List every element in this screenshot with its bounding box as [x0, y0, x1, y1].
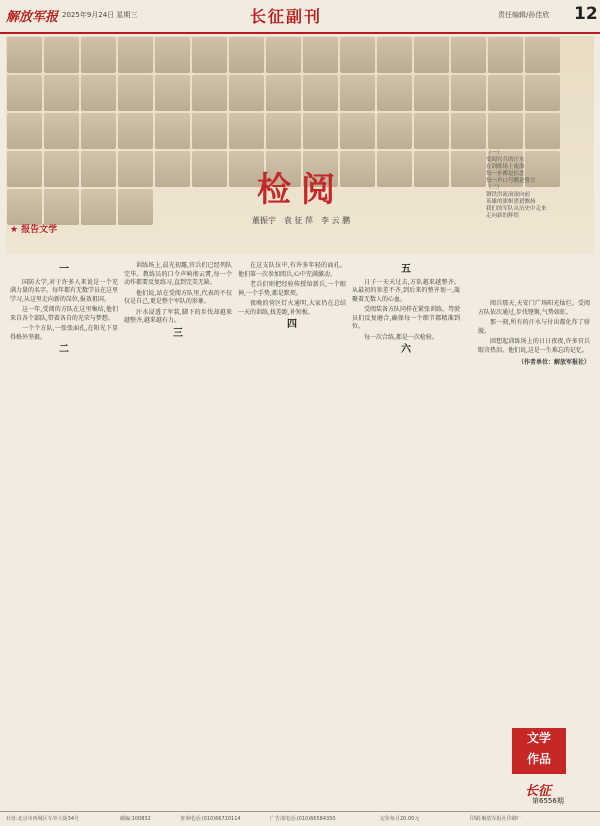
- page-number: 12: [574, 4, 598, 24]
- column-2: [124, 262, 232, 342]
- poem-line: 每一声口号都是誓言: [486, 178, 536, 184]
- soldier-figure: [303, 75, 338, 111]
- soldier-figure: [7, 151, 42, 187]
- soldier-figure: [192, 37, 227, 73]
- footer-phone: 查询电话:(010)66720114: [180, 816, 241, 822]
- soldier-figure: [81, 37, 116, 73]
- section-number: 三: [173, 327, 183, 339]
- soldier-figure: [266, 75, 301, 111]
- soldier-figure: [451, 113, 486, 149]
- paragraph: 那一刻,所有的汗水与付出都化作了骄傲。: [478, 319, 590, 335]
- paragraph: 在这支队伍中,有许多年轻的面孔。他们第一次参加阅兵,心中充满激动。: [238, 262, 346, 278]
- soldier-figure: [488, 113, 523, 149]
- soldier-figure: [414, 151, 449, 187]
- poem-line: 在训练场上流淌: [486, 164, 525, 170]
- section-title: 长征副刊: [250, 7, 323, 26]
- footer-address: 社址:北京市西城区车外大街34号: [6, 816, 80, 822]
- soldier-figure: [229, 113, 264, 149]
- feature-title: 检阅: [257, 170, 345, 210]
- poem-block: [486, 150, 586, 220]
- page-footer: [0, 811, 600, 826]
- report-label: ★ 报告文学: [10, 225, 58, 235]
- poem-line: 每一步都是信念: [486, 171, 525, 177]
- paragraph: 训练场上,晨光初露,官兵们已经列队完毕。教练员的口令声响彻云霄,每一个动作都要反复练习,直到完美无缺。: [124, 262, 232, 286]
- paragraph: 回想起训练场上的日日夜夜,许多官兵眼含热泪。他们说,这是一生难忘的记忆。: [478, 338, 590, 354]
- poem-line: （一）: [486, 150, 503, 156]
- page-header: [0, 0, 600, 34]
- paragraph: 这一年,受阅的方队在这里集结,他们来自各个部队,带着各自的光荣与梦想。: [10, 306, 118, 322]
- poem-line: 英雄的旗帜猎猎飘扬: [486, 199, 536, 205]
- poem-line: 钢铁洪流滚滚向前: [486, 192, 531, 198]
- soldier-figure: [266, 37, 301, 73]
- soldier-figure: [340, 113, 375, 149]
- soldier-figure: [44, 113, 79, 149]
- footer-price: 定价每月20.00元: [380, 816, 420, 822]
- column-3: [238, 262, 346, 334]
- editor-credit: 责任编辑/孙佳欣: [498, 11, 550, 19]
- soldier-figure: [377, 37, 412, 73]
- soldier-figure: [44, 151, 79, 187]
- soldier-figure: [451, 75, 486, 111]
- soldier-figure: [155, 113, 190, 149]
- soldier-figure: [266, 113, 301, 149]
- paragraph: 每一次合练,都是一次检验。: [364, 333, 438, 341]
- literary-works-stamp: 文学 作品: [512, 728, 566, 774]
- soldier-figure: [414, 113, 449, 149]
- soldier-figure: [81, 189, 116, 225]
- soldier-figure: [7, 189, 42, 225]
- soldier-figure: [81, 113, 116, 149]
- author-signature: （作者单位：解放军报社）: [517, 359, 590, 366]
- soldier-figure: [414, 37, 449, 73]
- soldier-figure: [118, 37, 153, 73]
- soldier-figure: [7, 75, 42, 111]
- soldier-figure: [118, 189, 153, 225]
- soldier-figure: [488, 75, 523, 111]
- soldier-figure: [118, 151, 153, 187]
- paragraph: 国防大学,对于许多人来说是一个充满力量的名字。每年都有无数学员在这里学习,从这里走向新的岗位,报效祖国。: [10, 278, 119, 303]
- soldier-figure: [44, 189, 79, 225]
- soldier-figure: [229, 37, 264, 73]
- soldier-figure: [155, 75, 190, 111]
- soldier-figure: [340, 37, 375, 73]
- soldier-figure: [303, 37, 338, 73]
- poem-line: 走向新的辉煌: [486, 213, 520, 219]
- changzheng-logo: 长征: [525, 784, 552, 799]
- soldier-figure: [488, 37, 523, 73]
- soldier-figure: [192, 113, 227, 149]
- soldier-figure: [118, 75, 153, 111]
- footer-postcode: 邮编:100832: [120, 816, 151, 822]
- section-number: 二: [59, 344, 69, 355]
- title-area: [186, 156, 416, 236]
- soldier-figure: [340, 75, 375, 111]
- soldier-figure: [7, 37, 42, 73]
- soldier-figure: [303, 113, 338, 149]
- paragraph: 阅兵那天,天安门广场阳光灿烂。受阅方队依次通过,步伐铿锵,气势如虹。: [478, 300, 590, 316]
- feature-authors: 董振宇 袁 征 萍 李 云 鹏: [251, 216, 351, 225]
- section-number: 五: [401, 264, 411, 275]
- soldier-figure: [81, 75, 116, 111]
- paragraph: 一个个方队,一张张面孔,在阳光下显得格外坚毅。: [10, 325, 118, 341]
- soldier-figure: [155, 37, 190, 73]
- feature-banner: [6, 36, 594, 254]
- issue-number: 第6556期: [532, 797, 564, 805]
- soldier-figure: [525, 75, 560, 111]
- issue-date: 2025年9月24日 星期三: [62, 11, 138, 19]
- column-4: [352, 262, 460, 359]
- soldier-figure: [44, 37, 79, 73]
- poem-line: 我们的军队从历史中走来: [486, 206, 547, 212]
- soldier-figure: [44, 75, 79, 111]
- footer-print: 印刷:解放军报社印刷厂: [470, 816, 522, 822]
- column-1: [10, 262, 118, 359]
- soldier-figure: [377, 75, 412, 111]
- masthead: 解放军报: [6, 10, 59, 25]
- soldier-figure: [7, 113, 42, 149]
- soldier-figure: [118, 113, 153, 149]
- soldier-figure: [525, 37, 560, 73]
- soldier-figure: [525, 113, 560, 149]
- soldier-figure: [377, 113, 412, 149]
- soldier-figure: [451, 151, 486, 187]
- paragraph: 受阅装备方队同样在紧张训练。驾驶员们反复磨合,确保每一个细节都精准到位。: [352, 306, 461, 330]
- paragraph: 老兵们则把经验传授给新兵,一个眼神,一个手势,都是默契。: [238, 281, 346, 297]
- section-number: 一: [59, 264, 69, 275]
- column-5: [478, 300, 590, 368]
- soldier-figure: [229, 75, 264, 111]
- section-number: 四: [287, 319, 297, 330]
- section-number: 六: [401, 344, 411, 355]
- soldier-figure: [81, 151, 116, 187]
- soldier-figure: [451, 37, 486, 73]
- soldier-figure: [155, 151, 190, 187]
- paragraph: 他们说,站在受阅方队里,代表的不仅仅是自己,更是整个军队的形象。: [124, 289, 232, 305]
- poem-line: 受阅官兵的汗水: [486, 157, 525, 163]
- paragraph: 汗水浸透了军装,脚下的步伐却越来越整齐,越来越有力。: [124, 308, 232, 324]
- soldier-figure: [414, 75, 449, 111]
- soldier-figure: [192, 75, 227, 111]
- paragraph: 日子一天天过去,方队越来越整齐。从最初的参差不齐,到后来的整齐划一,凝聚着无数人的心血。: [352, 278, 460, 303]
- paragraph: 夜晚的营区灯火通明,大家仍在总结一天的训练,找差距,补短板。: [238, 300, 346, 316]
- footer-ad: 广告部电话:(010)66584350: [270, 816, 336, 822]
- poem-line: （二）: [486, 185, 503, 191]
- star-icon: ★: [10, 225, 19, 235]
